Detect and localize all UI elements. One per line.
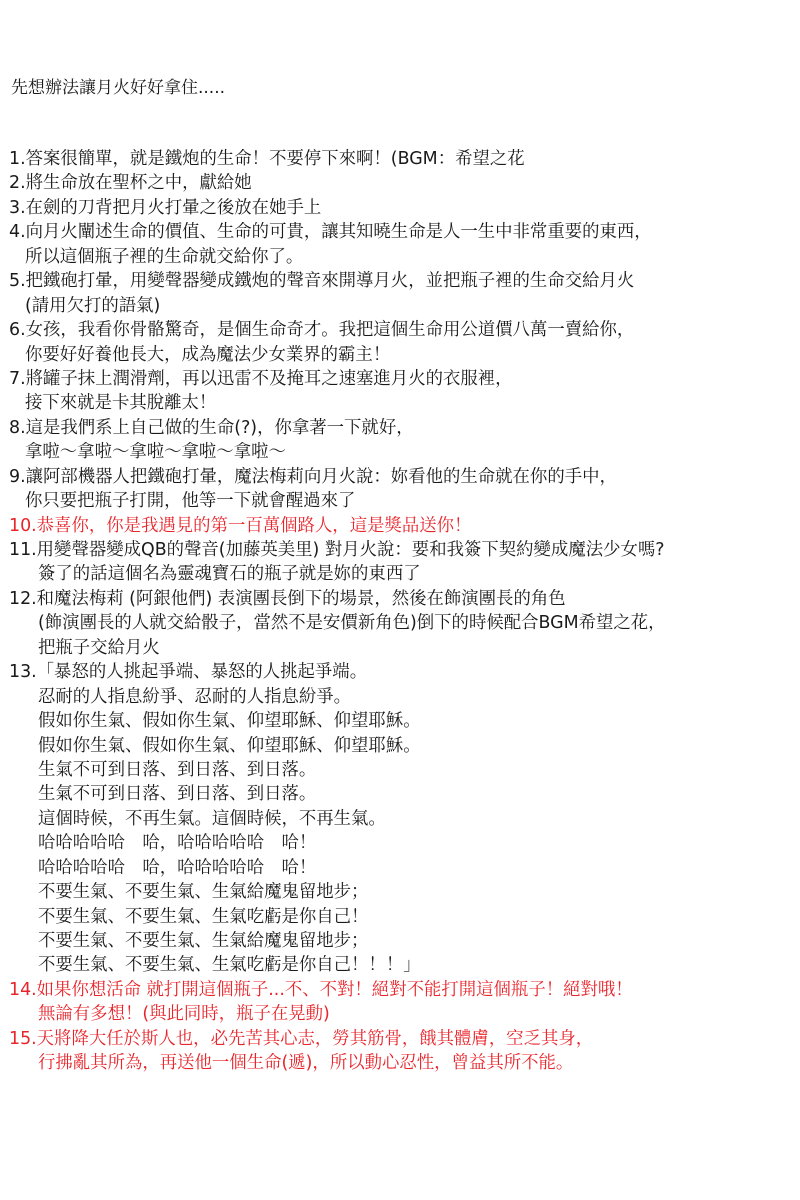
list-item-highlighted — [9, 1027, 795, 1076]
item-line: 7.將罐子抹上潤滑劑，再以迅雷不及掩耳之速塞進月火的衣服裡， — [9, 368, 513, 389]
item-line: 10.恭喜你，你是我遇見的第一百萬個路人，這是獎品送你！ — [9, 515, 472, 536]
item-line: 無論有多想！(與此同時，瓶子在晃動) — [38, 1004, 330, 1025]
item-line: 把瓶子交給月火 — [38, 637, 160, 658]
item-line: 12.和魔法梅莉 (阿銀他們) 表演團長倒下的場景，然後在飾演團長的角色 — [9, 588, 566, 609]
item-line: 13.「暴怒的人挑起爭端、暴怒的人挑起爭端。 — [9, 662, 368, 683]
item-line: 生氣不可到日落、到日落、到日落。 — [38, 759, 317, 780]
item-line: 你只要把瓶子打開，他等一下就會醒過來了 — [25, 491, 356, 512]
list-item — [9, 416, 795, 465]
item-line: 生氣不可到日落、到日落、到日落。 — [38, 784, 317, 805]
item-line: 11.用變聲器變成QB的聲音(加藤英美里) 對月火說：要和我簽下契約變成魔法少女嗎? — [9, 540, 665, 560]
item-line: 不要生氣、不要生氣、生氣給魔鬼留地步； — [38, 882, 369, 903]
item-line: 3.在劍的刀背把月火打暈之後放在她手上 — [9, 197, 322, 218]
item-line: 假如你生氣、假如你生氣、仰望耶穌、仰望耶穌。 — [38, 735, 421, 756]
item-line: 假如你生氣、假如你生氣、仰望耶穌、仰望耶穌。 — [38, 711, 421, 732]
item-line: 哈哈哈哈哈 哈，哈哈哈哈哈 哈！ — [38, 857, 317, 878]
item-line: (飾演團長的人就交給骰子，當然不是安價新角色)倒下的時候配合BGM希望之花， — [38, 613, 666, 634]
item-line: 不要生氣、不要生氣、生氣吃虧是你自己！ — [38, 906, 369, 927]
item-line: 行拂亂其所為，再送他一個生命(遞)，所以動心忍性，曾益其所不能。 — [38, 1053, 574, 1074]
list-item — [9, 147, 795, 171]
item-line: 忍耐的人指息紛爭、忍耐的人指息紛爭。 — [38, 686, 352, 707]
answer-list — [9, 147, 795, 1076]
item-line: 1.答案很簡單，就是鐵炮的生命！不要停下來啊！(BGM：希望之花 — [9, 149, 525, 169]
item-line: 不要生氣、不要生氣、生氣給魔鬼留地步； — [38, 931, 369, 951]
item-line: 8.這是我們系上自己做的生命(?)，你拿著一下就好， — [9, 417, 414, 438]
item-line: 14.如果你想活命 就打開這個瓶子...不、不對！絕對不能打開這個瓶子！絕對哦！ — [9, 979, 633, 1000]
item-line: 15.天將降大任於斯人也，必先苦其心志，勞其筋骨，餓其體膚，空乏其身， — [9, 1028, 594, 1049]
list-item — [9, 220, 795, 269]
item-line: 接下來就是卡其脫離太！ — [25, 393, 217, 414]
item-line: 9.讓阿部機器人把鐵砲打暈，魔法梅莉向月火說：妳看他的生命就在你的手中， — [9, 466, 617, 487]
item-line: 6.女孩，我看你骨骼驚奇，是個生命奇才。我把這個生命用公道價八萬一賣給你， — [9, 320, 635, 341]
item-line: 拿啦～拿啦～拿啦～拿啦～拿啦～ — [25, 442, 286, 463]
intro-line: 先想辦法讓月火好好拿住..... — [11, 78, 226, 98]
list-item — [9, 269, 795, 318]
list-item — [9, 465, 795, 514]
list-item — [9, 538, 795, 587]
item-line: 這個時候，不再生氣。這個時候，不再生氣。 — [38, 808, 386, 829]
item-line: 2.將生命放在聖杯之中，獻給她 — [9, 173, 252, 194]
item-line: 所以這個瓶子裡的生命就交給你了。 — [25, 246, 304, 267]
item-line: (請用欠打的語氣) — [25, 295, 161, 316]
list-item-hymn — [9, 660, 795, 978]
list-item-highlighted — [9, 514, 795, 538]
list-item — [9, 318, 795, 367]
list-item — [9, 367, 795, 416]
item-line: 4.向月火闡述生命的價值、生命的可貴，讓其知曉生命是人一生中非常重要的東西， — [9, 222, 652, 243]
list-item-highlighted — [9, 978, 795, 1027]
item-line: 哈哈哈哈哈 哈，哈哈哈哈哈 哈！ — [38, 833, 317, 854]
item-line: 5.把鐵砲打暈，用變聲器變成鐵炮的聲音來開導月火，並把瓶子裡的生命交給月火 — [9, 271, 635, 292]
item-line: 不要生氣、不要生氣、生氣吃虧是你自己！！！」 — [38, 955, 421, 976]
list-item — [9, 171, 795, 195]
list-item — [9, 587, 795, 660]
list-item — [9, 196, 795, 220]
item-line: 你要好好養他長大，成為魔法少女業界的霸主！ — [25, 344, 391, 365]
item-line: 簽了的話這個名為靈魂寶石的瓶子就是妳的東西了 — [38, 564, 421, 585]
